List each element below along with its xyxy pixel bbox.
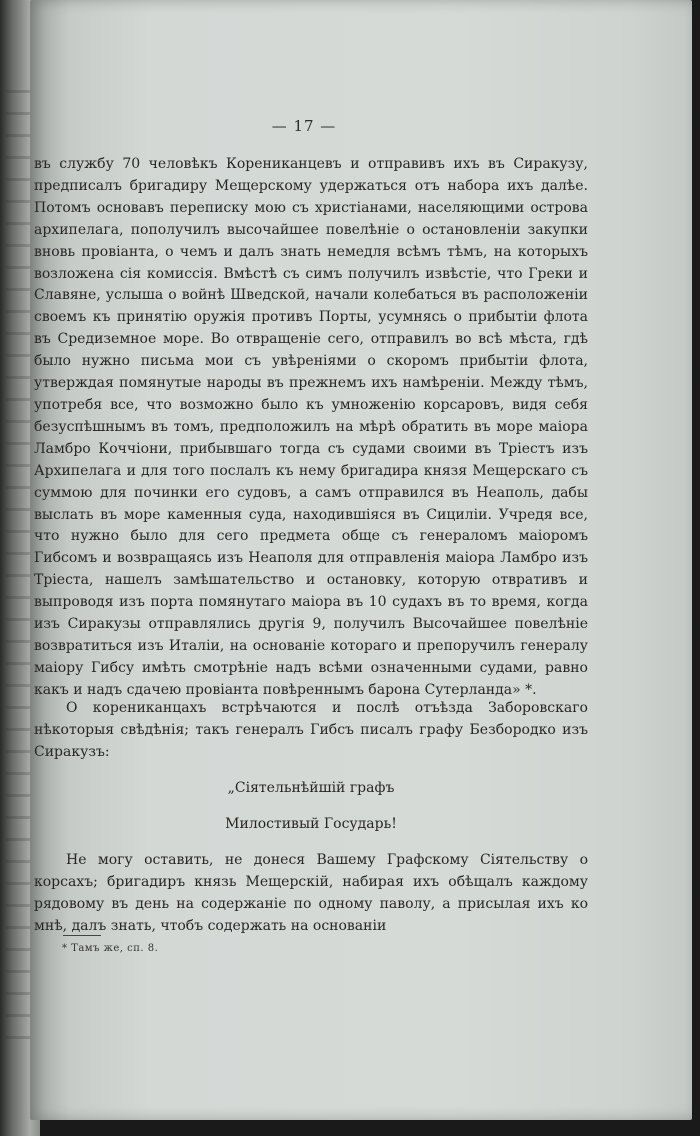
body-paragraph-2: О корениканцахъ встрѣчаются и послѣ отъѣзда Заборовскаго нѣкоторыя свѣдѣнія; такъ генералъ Гибсъ писалъ графу Безбородко изъ Сиракузъ: <box>34 700 588 760</box>
footnote-divider <box>63 935 101 936</box>
letter-salutation: „Сіятельнѣйшій графъ <box>227 780 395 796</box>
footnote: * Тамъ же, сп. 8. <box>62 943 159 954</box>
body-paragraph-1: въ службу 70 человѣкъ Корениканцевъ и отправивъ ихъ въ Сиракузу, предписалъ бригадиру Мещерскому удержаться отъ набора ихъ далѣе. Потомъ основавъ переписку мою съ христіанами, населяющими острова архипелага, пополучилъ высочайшее повелѣніе о остановленіи закупки вновь провіанта, о чемъ и далъ знать немедля всѣмъ тѣмъ, на которыхъ возложена сія комиссія. Вмѣстѣ съ симъ получилъ извѣстіе, что Греки и Славяне, услыша о войнѣ Шведской, начали колебаться въ расположеніи своемъ къ принятію оружія противъ Порты, усумнясь о прибытіи флота въ Средиземное море. Во отвращеніе сего, отправилъ во всѣ мѣста, гдѣ было нужно письма мои съ увѣреніями о скоромъ прибытіи флота, утверждая помянутые народы въ прежнемъ ихъ намѣреніи. Между тѣмъ, употребя все, что возможно было къ умноженію корсаровъ, видя себя безуспѣшнымъ въ томъ, предположилъ на мѣрѣ обратить въ море маіора Ламбро Коччіони, прибывшаго тогда съ судами своими въ Тріестъ изъ Архипелага и для того послалъ къ нему бригадира князя Мещерскаго съ суммою для починки его судовъ, а самъ отправился въ Неаполь, дабы выслать въ море каменныя суда, находившіяся въ Сициліи. Учредя все, что нужно было для сего предмета обще съ генераломъ маіоромъ Гибсомъ и возвращаясь изъ Неаполя для отправленія маіора Ламбро изъ Тріеста, нашелъ замѣшательство и остановку, которую отвративъ и выпроводя изъ порта помянутаго маіора въ 10 судахъ въ то время, когда изъ Сиракузы отправлялись другія 9, получилъ Высочайшее повелѣніе возвратиться изъ Италіи, на основаніе котораго и препоручилъ генералу маіору Гибсу имѣть смотрѣніе надъ всѣми означенными судами, равно какъ и надъ сдачею провіанта повѣреннымъ барона Сутерланда» *. <box>34 156 588 698</box>
letter-address: Милостивый Государь! <box>225 816 397 832</box>
left-page-text-fragment <box>6 90 32 1050</box>
page-number: — 17 — <box>271 117 337 135</box>
letter-paragraph: Не могу оставить, не донеся Вашему Графскому Сіятельству о корсахъ; бригадиръ князь Мещерскій, набирая ихъ обѣщалъ каждому рядовому въ день на содержаніе по одному паволу, а присылая ихъ ко мнѣ, далъ знать, чтобъ содержать на основаніи <box>34 852 588 934</box>
